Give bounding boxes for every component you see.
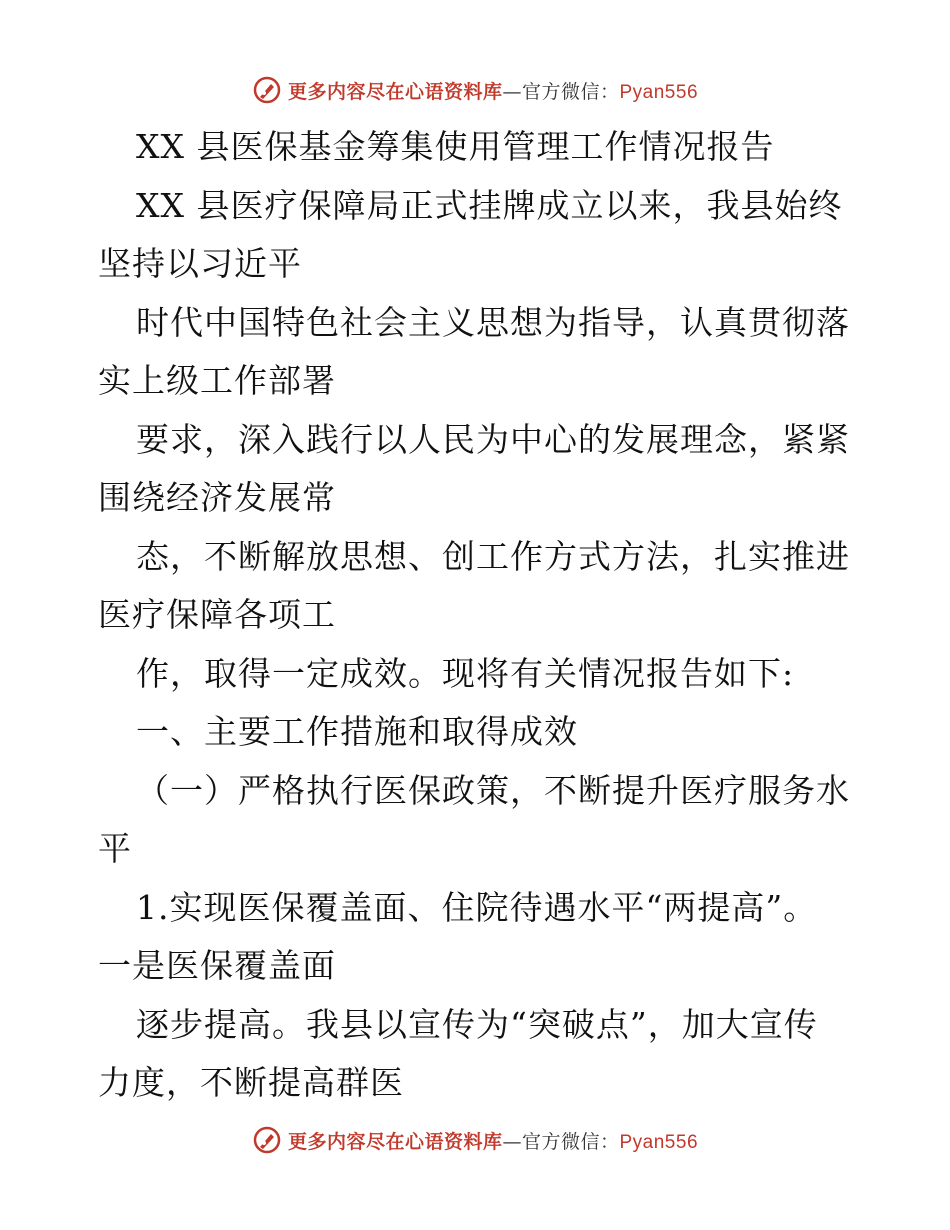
paragraph-line: 1.实现医保覆盖面、住院待遇水平“两提高”。	[136, 887, 818, 927]
paragraph-line: 一是医保覆盖面	[98, 946, 336, 985]
paragraph-line: 实上级工作部署	[98, 361, 336, 400]
pen-nib-circle-icon	[252, 1125, 282, 1155]
watermark-wechat-id: Pyan556	[619, 81, 699, 103]
document-body	[98, 118, 858, 1113]
watermark-text	[288, 77, 698, 104]
section-heading: 一、主要工作措施和取得成效	[136, 712, 578, 751]
paragraph-line: XX 县医疗保障局正式挂牌成立以来，我县始终	[136, 185, 843, 225]
watermark-wechat-id: Pyan556	[619, 1131, 699, 1153]
paragraph-line: 力度，不断提高群医	[98, 1063, 404, 1102]
watermark-wechat-label: —官方微信：	[502, 80, 620, 103]
paragraph-line: 时代中国特色社会主义思想为指导，认真贯彻落	[136, 302, 850, 342]
header-watermark	[0, 70, 950, 110]
pen-nib-circle-icon	[252, 75, 282, 105]
paragraph-line: 坚持以习近平	[98, 244, 302, 283]
paragraph-line: 围绕经济发展常	[98, 478, 336, 517]
subsection-heading: （一）严格执行医保政策，不断提升医疗服务水	[136, 770, 850, 810]
footer-watermark	[0, 1120, 950, 1160]
watermark-wechat-label: —官方微信：	[502, 1130, 620, 1153]
paragraph-line: 平	[98, 829, 132, 868]
paragraph-line: 态，不断解放思想、创工作方式方法，扎实推进	[136, 536, 850, 576]
document-title: XX 县医保基金筹集使用管理工作情况报告	[136, 127, 775, 166]
watermark-library-name: 更多内容尽在心语资料库	[287, 1130, 503, 1153]
paragraph-line: 医疗保障各项工	[98, 595, 336, 634]
paragraph-line: 逐步提高。我县以宣传为“突破点”，加大宣传	[136, 1004, 818, 1044]
watermark-text	[288, 1127, 698, 1154]
paragraph-line: 作，取得一定成效。现将有关情况报告如下:	[136, 653, 795, 693]
paragraph-line: 要求，深入践行以人民为中心的发展理念，紧紧	[136, 419, 850, 459]
watermark-library-name: 更多内容尽在心语资料库	[287, 80, 503, 103]
